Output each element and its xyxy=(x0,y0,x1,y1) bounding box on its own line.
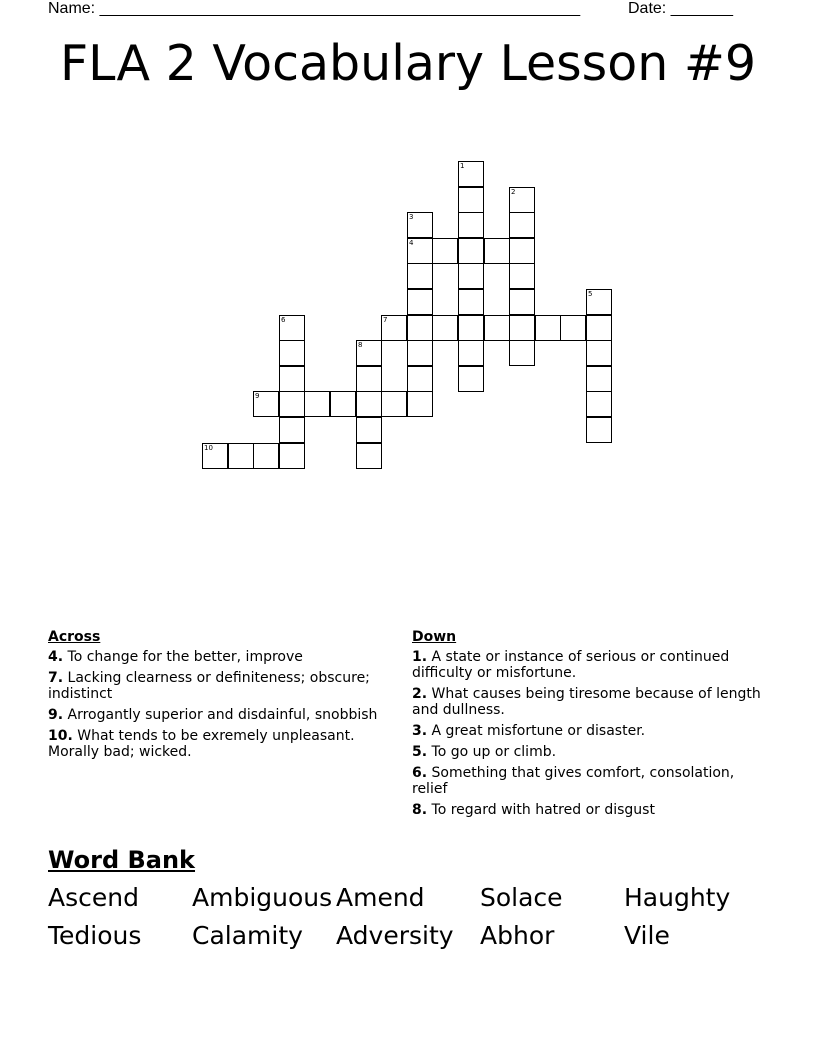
crossword-cell xyxy=(509,212,535,238)
crossword-cell xyxy=(279,417,305,443)
crossword-cell xyxy=(407,263,433,289)
crossword-cell xyxy=(356,443,382,469)
word-bank-item: Solace xyxy=(480,883,563,912)
clue-number-label: 1 xyxy=(460,162,465,170)
clue-number: 9. xyxy=(48,707,64,723)
crossword-cell xyxy=(586,315,612,341)
crossword-cell xyxy=(330,391,356,417)
clue-number: 10. xyxy=(48,728,73,744)
clue-number-label: 7 xyxy=(383,316,388,324)
clue-number: 4. xyxy=(48,649,64,665)
crossword-cell xyxy=(458,187,484,213)
crossword-cell xyxy=(509,289,535,315)
crossword-cell xyxy=(458,289,484,315)
down-clue xyxy=(412,723,762,739)
crossword-cell xyxy=(509,238,535,264)
down-heading: Down xyxy=(412,629,457,645)
crossword-cell xyxy=(586,340,612,366)
clue-text: A state or instance of serious or continued difficulty or misfortune. xyxy=(412,649,730,681)
word-bank-title: Word Bank xyxy=(48,846,196,874)
crossword-cell xyxy=(407,340,433,366)
clue-number-label: 5 xyxy=(588,290,593,298)
clue-number: 8. xyxy=(412,802,428,818)
clue-text: What causes being tiresome because of length and dullness. xyxy=(412,686,761,718)
crossword-cell xyxy=(253,391,279,417)
clue-text: Arrogantly superior and disdainful, snobbish xyxy=(67,707,378,723)
word-bank-item: Calamity xyxy=(192,921,303,950)
down-clue xyxy=(412,802,762,818)
clue-number: 5. xyxy=(412,744,428,760)
word-bank-item: Amend xyxy=(336,883,425,912)
clue-number: 1. xyxy=(412,649,428,665)
across-clue xyxy=(48,728,388,760)
crossword-grid xyxy=(0,0,816,520)
crossword-cell xyxy=(407,238,433,264)
clue-text: To go up or climb. xyxy=(431,744,557,760)
across-clues xyxy=(48,629,388,765)
crossword-cell xyxy=(458,340,484,366)
crossword-cell xyxy=(356,340,382,366)
crossword-cell xyxy=(484,315,510,341)
clue-text: Lacking clearness or definiteness; obscure; indistinct xyxy=(48,670,370,702)
crossword-cell xyxy=(279,315,305,341)
crossword-cell xyxy=(458,161,484,187)
name-line: Name: ______________________________________________________ xyxy=(48,0,581,17)
crossword-cell xyxy=(279,366,305,392)
crossword-cell xyxy=(509,187,535,213)
crossword-cell xyxy=(304,391,330,417)
across-clue xyxy=(48,649,388,665)
clue-number-label: 9 xyxy=(255,392,260,400)
clue-text: A great misfortune or disaster. xyxy=(431,723,646,739)
crossword-cell xyxy=(509,340,535,366)
clue-number-label: 10 xyxy=(204,444,213,452)
crossword-cell xyxy=(586,366,612,392)
clue-text: To regard with hatred or disgust xyxy=(431,802,655,818)
crossword-cell xyxy=(356,417,382,443)
crossword-cell xyxy=(407,289,433,315)
clue-number: 2. xyxy=(412,686,428,702)
crossword-cell xyxy=(279,391,305,417)
crossword-cell xyxy=(458,366,484,392)
crossword-cell xyxy=(356,366,382,392)
crossword-cell xyxy=(509,263,535,289)
word-bank-item: Ascend xyxy=(48,883,139,912)
crossword-cell xyxy=(535,315,561,341)
down-clue xyxy=(412,649,762,681)
crossword-cell xyxy=(586,289,612,315)
crossword-cell xyxy=(432,238,458,264)
clue-text: What tends to be exremely unpleasant. Morally bad; wicked. xyxy=(48,728,355,760)
clue-number-label: 2 xyxy=(511,188,516,196)
clue-number-label: 8 xyxy=(358,341,363,349)
clue-number: 7. xyxy=(48,670,64,686)
word-bank-item: Tedious xyxy=(48,921,142,950)
crossword-cell xyxy=(381,315,407,341)
date-line: Date: _______ xyxy=(628,0,733,17)
crossword-cell xyxy=(381,391,407,417)
clue-number-label: 4 xyxy=(409,239,414,247)
clue-number-label: 6 xyxy=(281,316,286,324)
page-title: FLA 2 Vocabulary Lesson #9 xyxy=(59,35,757,92)
crossword-cell xyxy=(458,212,484,238)
crossword-cell xyxy=(407,315,433,341)
clue-number-label: 3 xyxy=(409,213,414,221)
word-bank-item: Abhor xyxy=(480,921,555,950)
crossword-cell xyxy=(586,391,612,417)
word-bank xyxy=(48,882,768,958)
crossword-cell xyxy=(228,443,254,469)
clue-text: Something that gives comfort, consolation, relief xyxy=(412,765,735,797)
down-clue xyxy=(412,765,762,797)
crossword-cell xyxy=(560,315,586,341)
crossword-cell xyxy=(356,391,382,417)
across-heading: Across xyxy=(48,629,101,645)
down-clues xyxy=(412,629,762,823)
word-bank-item: Ambiguous xyxy=(192,883,333,912)
clue-number: 6. xyxy=(412,765,428,781)
crossword-cell xyxy=(407,366,433,392)
crossword-cell xyxy=(458,315,484,341)
crossword-cell xyxy=(484,238,510,264)
crossword-cell xyxy=(202,443,228,469)
clue-text: To change for the better, improve xyxy=(67,649,303,665)
crossword-cell xyxy=(407,391,433,417)
down-clue xyxy=(412,686,762,718)
clue-number: 3. xyxy=(412,723,428,739)
crossword-cell xyxy=(253,443,279,469)
across-clue xyxy=(48,670,388,702)
crossword-cell xyxy=(458,263,484,289)
crossword-cell xyxy=(458,238,484,264)
crossword-cell xyxy=(279,340,305,366)
crossword-cell xyxy=(407,212,433,238)
word-bank-item: Vile xyxy=(624,921,670,950)
crossword-cell xyxy=(279,443,305,469)
crossword-cell xyxy=(432,315,458,341)
word-bank-item: Haughty xyxy=(624,883,731,912)
down-clue xyxy=(412,744,762,760)
crossword-cell xyxy=(509,315,535,341)
word-bank-item: Adversity xyxy=(336,921,454,950)
across-clue xyxy=(48,707,388,723)
crossword-cell xyxy=(586,417,612,443)
